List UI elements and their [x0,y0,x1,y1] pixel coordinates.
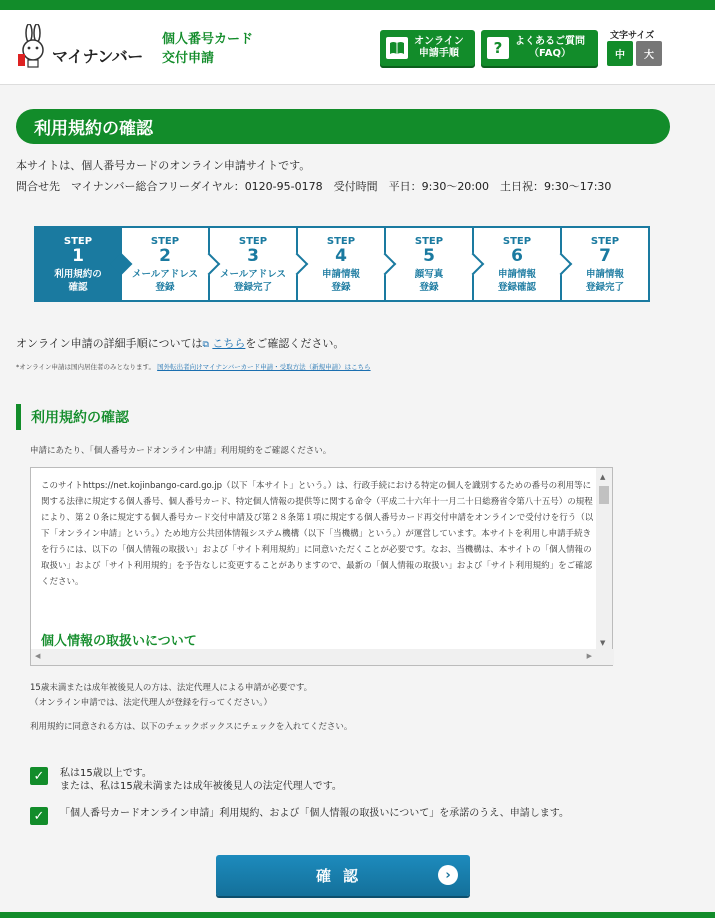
section-description: 申請にあたり、「個人番号カードオンライン申請」利用規約をご確認ください。 [30,446,332,456]
age-checkbox[interactable]: ✓ [30,767,48,785]
terms-privacy-heading: 個人情報の取扱いについて [41,634,197,649]
online-guide-line1: オンライン [414,36,464,47]
intro-contact: 問合せ先 マイナンバー総合フリーダイヤル：0120-95-0178 受付時間 平日：9:30～20:00 土日祝：9:30～17:30 [16,180,612,193]
font-size-label: 文字サイズ [610,31,655,41]
detail-guide-link[interactable]: こちら [212,337,246,350]
accept-terms-checkbox[interactable]: ✓ [30,807,48,825]
step-4: STEP 4 申請情報 登録 [298,226,386,302]
horizontal-scrollbar[interactable] [31,649,614,665]
accept-terms-row[interactable] [30,807,569,825]
online-guide-line2: 申請手順 [418,48,459,59]
font-size-medium-button[interactable]: 中 [607,41,633,66]
question-icon: ? [487,37,509,59]
scroll-right-icon[interactable]: ▶ [586,652,592,660]
step-1: STEP 1 利用規約の 確認 [34,226,122,302]
mynumber-mascot-icon [16,24,50,68]
external-link-icon: ⧉ [202,340,209,350]
font-size-large-button[interactable]: 大 [636,41,662,66]
age-note: 15歳未満または成年被後見人の方は、法定代理人による申請が必要です。 （オンライン申請では、法定代理人が登録を行ってください。） [30,683,313,708]
age-check-line2: または、私は15歳未満または成年被後見人の法定代理人です。 [60,781,342,792]
site-header [0,10,715,85]
terms-body: このサイトhttps://net.kojinbango-card.go.jp（以下「本サイト」という。）は、行政手続における特定の個人を識別するための番号の利用等に関する法律に規定する個人番号、個人番号カード、特定個人情報の提供等に関する命令（平成二十六年十一月二十日総務省令第八十五号）の規程により、第２０条に規定する個人番号カード交付申請及び第２８条第１項に規定する個人番号カード再交付申請をオンラインで受付けを行う（以下「オンライン申請」という。）ため地方公共団体情報システム機構（以下「当機構」という。）が運営しています。本サイトを利用し申請手続きを行うには、以下の「個人情報の取扱い」および「サイト利用規約」に同意いただくことが必要です。なお、当機構は、本サイトの「個人情報の取扱い」および「サイト利用規約」を予告なしに変更することがありますので、最新の「個人情報の取扱い」および「サイト利用規約」をご確認ください。 [41,481,594,587]
scroll-left-icon[interactable]: ◀ [35,652,41,660]
step-3: STEP 3 メールアドレス 登録完了 [210,226,298,302]
faq-button[interactable] [481,30,598,66]
site-logo-text[interactable]: マイナンバー [52,47,143,66]
bottom-accent-bar [0,912,715,918]
overseas-link[interactable]: 国外転出者向けマイナンバーカード申請・受取方法（新規申請）はこちら [157,363,371,371]
accept-terms-text: 「個人番号カードオンライン申請」利用規約、および「個人情報の取扱いについて」を承諾のうえ、申請します。 [60,808,569,819]
step-6: STEP 6 申請情報 登録確認 [474,226,562,302]
terms-scroll-box[interactable] [30,467,613,666]
service-name: 個人番号カード 交付申請 [162,32,254,66]
scroll-thumb[interactable] [599,486,609,504]
top-accent-bar [0,0,715,10]
page-title: 利用規約の確認 [16,109,670,144]
step-2: STEP 2 メールアドレス 登録 [122,226,210,302]
step-7: STEP 7 申請情報 登録完了 [562,226,650,302]
intro-text [16,155,611,197]
age-check-line1: 私は15歳以上です。 [60,768,152,779]
step-5: STEP 5 顔写真 登録 [386,226,474,302]
age-checkbox-row[interactable] [30,767,342,793]
confirm-label: 確認 [315,867,370,885]
vertical-scrollbar[interactable] [596,468,612,650]
chevron-right-icon: › [438,865,458,885]
section-title: 利用規約の確認 [16,404,129,430]
confirm-button[interactable] [216,855,470,896]
scroll-down-icon[interactable]: ▼ [600,639,606,647]
step-progress [34,226,652,302]
overseas-note: *オンライン申請は国内居住者のみとなります。 国外転出者向けマイナンバーカード申請・受取方法（新規申請）はこちら [16,363,371,371]
detail-guide-text: オンライン申請の詳細手順については⧉ こちらをご確認ください。 [16,337,345,350]
online-guide-button[interactable] [380,30,475,66]
faq-line2: （FAQ） [529,48,571,59]
intro-line1: 本サイトは、個人番号カードのオンライン申請サイトです。 [16,159,311,172]
faq-line1: よくあるご質問 [515,36,585,47]
agree-instruction: 利用規約に同意される方は、以下のチェックボックスにチェックを入れてください。 [30,722,353,732]
scroll-up-icon[interactable]: ▲ [600,473,606,481]
book-icon [386,37,408,59]
